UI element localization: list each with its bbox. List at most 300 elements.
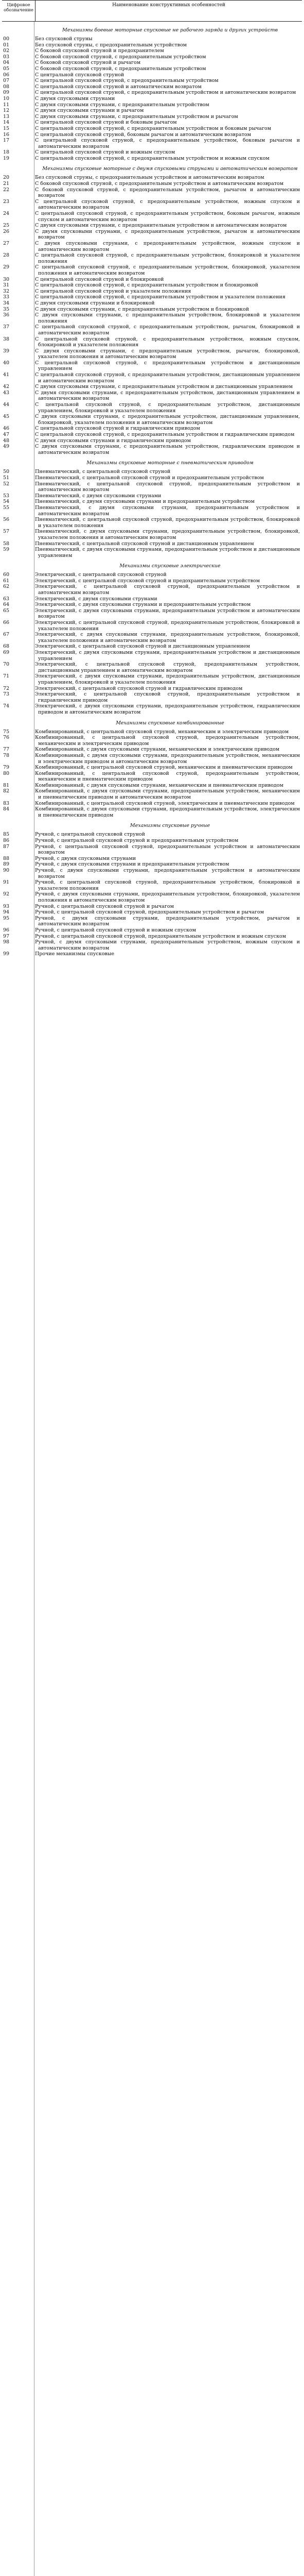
entry-code: 30	[3, 276, 10, 282]
entry-description: Электрический, с центральной спусковой струной и гидравлическим приводом	[35, 685, 243, 691]
entry-code: 36	[3, 312, 10, 318]
entry-description: С двумя спусковыми струнами, с предохранительным устройством и дистанционным управлением	[35, 384, 293, 390]
table-row	[2, 806, 302, 818]
entry-code: 92	[3, 891, 10, 897]
entry-code: 82	[3, 788, 10, 794]
entry-description: С центральной спусковой струной и боковым рычагом	[35, 120, 177, 126]
entry-description: Пневматический, с центральной спусковой струной и предохранительным устройством	[35, 474, 264, 481]
table-row	[2, 927, 302, 934]
entry-code: 48	[3, 437, 10, 444]
entry-description: С боковой спусковой струной и рычагом	[35, 60, 141, 66]
entry-description: С двумя спусковыми струнами, с предохранительным устройством, гидравлическим приводом и автоматическим возвратом	[35, 444, 300, 455]
entry-code: 23	[3, 198, 10, 205]
entry-code: 22	[3, 187, 10, 193]
entry-code: 69	[3, 650, 10, 655]
entry-code: 93	[3, 903, 10, 909]
table-row	[2, 469, 302, 475]
table-row	[2, 336, 302, 348]
entry-description: С двумя спусковыми струнами, с предохранительным устройством, ножным спуском и автоматическим возвратом	[35, 241, 300, 252]
entry-description: Ручной, с центральной спусковой струной, предохранительным устройством и автоматическим возвратом	[35, 843, 300, 856]
entry-code: 40	[3, 360, 10, 366]
entry-code: 17	[3, 138, 10, 144]
table-row	[2, 324, 302, 336]
table-row	[2, 735, 302, 747]
entry-code: 63	[3, 596, 10, 602]
table-row	[2, 632, 302, 643]
table-row	[2, 475, 302, 481]
table-row	[2, 294, 302, 300]
entry-code: 35	[3, 306, 10, 312]
entry-description: Ручной, с центральной спусковой струной, предохранительным устройством, блокировкой и указателем положения	[35, 879, 300, 891]
table-row	[2, 348, 302, 360]
table-row	[2, 72, 302, 78]
table-row	[2, 312, 302, 324]
entry-code: 03	[3, 54, 10, 60]
entry-code: 60	[3, 572, 10, 578]
entry-description: С двумя спусковыми струнами, с предохранительным устройством, рычагом, блокировкой, указателем положения и автоматическим возвратом	[35, 348, 300, 360]
table-row	[2, 126, 302, 132]
table-row	[2, 229, 302, 241]
entry-description: С центральной спусковой струной, боковым рычагом и автоматическим возвратом	[35, 131, 251, 138]
table-row	[2, 241, 302, 252]
entry-description: С двумя спусковыми струнами, с предохранительным устройством, дистанционным управлением и автоматическим возвратом	[35, 389, 300, 402]
entry-description: С боковой спусковой струной, с предохранительным устройством, рычагом и автоматическим возвратом	[35, 187, 300, 199]
table-row	[2, 42, 302, 48]
entry-code: 00	[3, 36, 10, 42]
entry-code: 58	[3, 540, 10, 547]
entry-code: 52	[3, 481, 10, 487]
table-row	[2, 596, 302, 602]
table-row	[2, 48, 302, 54]
entry-description: Электрический, с центральной спусковой струной и предохранительным устройством	[35, 578, 260, 584]
entry-description: Ручной, с центральной спусковой струной, предохранительным устройством и рычагом	[35, 909, 264, 916]
entry-code: 56	[3, 517, 10, 523]
entry-description: С двумя спусковыми струнами, с предохранительным устройством, рычагом и автоматическим возвратом	[35, 228, 300, 241]
entry-code: 75	[3, 728, 10, 735]
entry-code: 50	[3, 469, 10, 475]
entry-code: 21	[3, 181, 10, 187]
entry-code: 01	[3, 42, 10, 48]
table-row	[2, 771, 302, 783]
entry-description: С центральной спусковой струной, с предохранительным устройством, боковым рычагом, ножным спуском и автоматическим возвратом	[35, 211, 300, 223]
section-heading: Механизмы боевые моторные спусковые не рабочего заряда и других устройств	[62, 27, 278, 33]
entry-description: Электрический, с центральной спусковой струной	[35, 572, 167, 578]
entry-description: Пневматический, с центральной спусковой струной, предохранительным устройством, блокировкой и указателем положения	[35, 517, 300, 529]
entry-description: С центральной спусковой струной, с предохранительным устройством, дистанционным управлением, блокировкой и указателем положения	[35, 402, 300, 414]
entry-description: С центральной спусковой струной, с предохранительным устройством, блокировкой, указателем положения и автоматическим возвратом	[35, 264, 300, 276]
entry-description: С центральной спусковой струной, с предохранительным устройством и гидравлическим приводом	[35, 432, 295, 437]
entry-code: 78	[3, 752, 10, 758]
table-row	[2, 54, 302, 60]
entry-description: С центральной спусковой струной, с предохранительным устройством, боковым рычагом и автоматическим возвратом	[35, 138, 300, 149]
entry-description: С центральной спусковой струной, с предохранительным устройством и автоматическим возвратом	[35, 90, 296, 96]
entry-code: 99	[3, 951, 10, 957]
table-row	[2, 691, 302, 703]
entry-description: Пневматический, с двумя спусковыми струнами	[35, 493, 162, 499]
entry-code: 49	[3, 444, 10, 450]
entry-code: 96	[3, 927, 10, 933]
entry-description: Ручной, с двумя спусковыми струнами и предохранительным устройством	[35, 861, 229, 868]
entry-description: Ручной, с двумя спусковыми струнами	[35, 855, 136, 861]
entry-description: Электрический, с центральной спусковой струной, предохранительным устройством и автоматическим возвратом	[35, 584, 300, 596]
entry-description: С центральной спусковой струной, с предохранительным устройством	[35, 78, 219, 84]
entry-description: Электрический, с двумя спусковыми струнами, предохранительным устройством, гидравлическим приводом и автоматическим возвратом	[35, 703, 300, 715]
code-column-header: Цифровое обозначение	[2, 1, 35, 21]
table-row	[2, 747, 302, 753]
entry-description: Ручной, с центральной спусковой струной, предохранительным устройством и ножным спуском	[35, 933, 287, 939]
table-row	[2, 541, 302, 547]
entry-description: С центральной спусковой струной, с предохранительным устройством и боковым рычагом	[35, 125, 272, 131]
entry-code: 05	[3, 65, 10, 72]
entry-code: 53	[3, 493, 10, 499]
entry-code: 85	[3, 832, 10, 838]
entry-code: 77	[3, 747, 10, 753]
table-row	[2, 499, 302, 505]
entry-description: Пневматический, с центральной спусковой струной, предохранительным устройством и автоматическим возвратом	[35, 481, 300, 493]
entry-code: 02	[3, 48, 10, 54]
entry-code: 29	[3, 264, 10, 270]
entry-description: С центральной спусковой струной, с предохранительным устройством и дистанционным управлением	[35, 360, 300, 372]
entry-description: Без спусковой струны, с предохранительным устройством и автоматическим возвратом	[35, 175, 264, 181]
entry-description: С двумя спусковыми струнами, с предохранительным устройством, блокировкой и указателем положения	[35, 312, 300, 324]
entry-code: 65	[3, 607, 10, 614]
table-row	[2, 602, 302, 608]
entry-code: 19	[3, 155, 10, 161]
entry-description: С центральной спусковой струной, с предохранительным устройством, рычагом, блокировкой и автоматическим возвратом	[35, 324, 300, 336]
entry-description: Электрический, с двумя спусковыми струнами и предохранительным устройством	[35, 602, 251, 608]
table-row	[2, 729, 302, 735]
entry-description: Пневматический, с центральной спусковой струной и дистанционным управлением	[35, 540, 254, 547]
entry-description: Без спусковой струны, с предохранительным устройством	[35, 42, 187, 48]
table-row	[2, 916, 302, 927]
table-row	[2, 414, 302, 426]
entry-code: 04	[3, 60, 10, 66]
entry-code: 38	[3, 336, 10, 342]
entry-code: 87	[3, 843, 10, 850]
table-row	[2, 608, 302, 620]
table-row	[2, 175, 302, 181]
entry-code: 34	[3, 300, 10, 306]
table-row	[2, 300, 302, 307]
entry-description: С боковой спусковой струной, с предохранительным устройством и автоматическим возвратом	[35, 181, 284, 187]
entry-description: Электрический, с двумя спусковыми струнами, предохранительным устройством и дистанционным управлением	[35, 650, 300, 662]
entry-code: 68	[3, 643, 10, 650]
entry-description: С центральной спусковой струной, с предохранительным устройством, дистанционным управлением и автоматическим возвратом	[35, 372, 300, 384]
entry-description: Комбинированный, с двумя спусковыми струнами, механическим и электрическим приводом	[35, 747, 280, 753]
entry-description: Ручной, с центральной спусковой струной и ножным спуском	[35, 927, 196, 933]
entry-code: 26	[3, 228, 10, 234]
entry-description: С центральной спусковой струной и ножным спуском	[35, 149, 175, 156]
table-row	[2, 264, 302, 276]
entry-code: 97	[3, 933, 10, 939]
table-row	[2, 765, 302, 771]
table-row	[2, 132, 302, 138]
entry-code: 27	[3, 241, 10, 246]
entry-code: 66	[3, 620, 10, 626]
entry-description: С двумя спусковыми струнами, с предохранительным устройством и автоматическим возвратом	[35, 223, 287, 229]
table-row	[2, 426, 302, 432]
entry-code: 41	[3, 372, 10, 378]
table-row	[2, 832, 302, 838]
table-row	[2, 36, 302, 42]
table-row	[2, 788, 302, 800]
table-row	[2, 390, 302, 402]
table-row	[2, 909, 302, 916]
entry-code: 16	[3, 131, 10, 138]
entry-code: 83	[3, 800, 10, 806]
entry-description: Комбинированный, с центральной спусковой струной, механическим и электрическим приводом	[35, 728, 289, 735]
entry-code: 11	[3, 101, 10, 108]
table-row	[2, 138, 302, 149]
entry-description: Без спусковой струны	[35, 36, 93, 42]
table-row	[2, 838, 302, 844]
entry-code: 72	[3, 685, 10, 691]
table-row	[2, 753, 302, 765]
table-row	[2, 861, 302, 868]
entry-code: 98	[3, 939, 10, 945]
entry-description: С двумя спусковыми струнами и гидравлическим приводом	[35, 437, 191, 444]
entry-description: С боковой спусковой струной, с предохранительным устройством	[35, 54, 206, 60]
table-row	[2, 578, 302, 584]
table-row	[2, 211, 302, 223]
table-row	[2, 529, 302, 540]
section-heading: Механизмы спусковые ручные	[130, 823, 210, 829]
description-column-header: Наименование конструктивных особенностей	[112, 3, 225, 8]
entry-description: С центральной спусковой струной	[35, 72, 124, 78]
table-row	[2, 481, 302, 493]
entry-description: С центральной спусковой струной и гидравлическим приводом	[35, 426, 200, 432]
section-heading: Механизмы спусковые моторные с пневматическим приводом	[86, 460, 254, 466]
entry-description: Ручной, с двумя спусковыми струнами, предохранительным устройством и автоматическим возвратом	[35, 868, 300, 879]
entry-code: 94	[3, 909, 10, 916]
table-row	[2, 620, 302, 632]
entry-description: С двумя спусковыми струнами, с предохранительным устройством	[35, 101, 209, 108]
entry-code: 70	[3, 662, 10, 668]
entry-description: Ручной, с центральной спусковой струной и рычагом	[35, 903, 174, 909]
entry-code: 12	[3, 108, 10, 114]
entry-code: 54	[3, 499, 10, 505]
table-row	[2, 584, 302, 596]
table-row	[2, 66, 302, 72]
table-row	[2, 643, 302, 650]
table-row	[2, 547, 302, 558]
entry-description: Электрический, с центральной спусковой струной, предохранительным устройством, блокировкой и указателем положения	[35, 620, 300, 632]
entry-description: С двумя спусковыми струнами, с предохранительным устройством, дистанционным управлением, блокировкой, указателем положения и автоматическим возвратом	[35, 414, 300, 426]
table-row	[2, 108, 302, 114]
entry-code: 42	[3, 384, 10, 390]
entry-code: 89	[3, 861, 10, 868]
table-row	[2, 102, 302, 108]
table-row	[2, 650, 302, 662]
entry-code: 76	[3, 735, 10, 741]
entry-code: 74	[3, 703, 10, 709]
table-row	[2, 84, 302, 90]
entry-description: Электрический, с центральной спусковой струной, предохранительным устройством, дистанционным управлением и автоматическим возвратом	[35, 662, 300, 673]
table-row	[2, 891, 302, 903]
table-row	[2, 360, 302, 372]
entry-code: 45	[3, 414, 10, 420]
entry-description: Пневматический, с двумя спусковыми струнами, предохранительным устройством и автоматическим возвратом	[35, 504, 300, 517]
table-row	[2, 493, 302, 499]
entry-code: 80	[3, 770, 10, 776]
entry-code: 37	[3, 324, 10, 330]
entry-code: 67	[3, 632, 10, 638]
entry-code: 33	[3, 294, 10, 300]
section-heading: Механизмы спусковые комбинированные	[116, 720, 224, 726]
table-row	[2, 199, 302, 211]
table-row	[2, 149, 302, 156]
entry-description: Электрический, с двумя спусковыми струнами	[35, 596, 157, 602]
entry-code: 20	[3, 175, 10, 181]
entry-code: 79	[3, 765, 10, 771]
entry-code: 46	[3, 426, 10, 432]
entry-code: 44	[3, 402, 10, 408]
entry-description: Ручной, с двумя спусковыми струнами, предохранительным устройством, рычагом и автоматическим возвратом	[35, 915, 300, 927]
entry-code: 64	[3, 602, 10, 608]
entry-description: Пневматический, с двумя спусковыми струнами, предохранительным устройством, блокировкой, указателем положения и автоматическим возвратом	[35, 529, 300, 540]
entry-code: 31	[3, 282, 10, 289]
entry-code: 71	[3, 673, 10, 680]
table-row	[2, 856, 302, 862]
entry-description: Ручной, с двумя спусковыми струнами, предохранительным устройством, ножным спуском и автоматическим возвратом	[35, 939, 300, 951]
entry-description: Пневматический, с двумя спусковыми струнами и предохранительным устройством	[35, 499, 255, 505]
table-row	[2, 402, 302, 414]
entry-code: 95	[3, 915, 10, 921]
entry-code: 07	[3, 78, 10, 84]
table-row	[2, 156, 302, 162]
entry-description: С двумя спусковыми струнами	[35, 95, 115, 101]
entry-description: Комбинированный, с двумя спусковыми струнами, предохранительным устройством, механическим и электрическим приводом и автоматическим возвратом	[35, 752, 300, 765]
entry-code: 73	[3, 691, 10, 698]
entry-description: С центральной спусковой струной и автоматическим возвратом	[35, 83, 202, 90]
entry-description: Комбинированный, с центральной спусковой струной, предохранительным устройством, механическим и электрическим приводом	[35, 735, 300, 747]
entry-code: 47	[3, 432, 10, 437]
table-header	[2, 0, 302, 22]
entry-description: Электрический, с центральной спусковой струной, предохранительным устройством и гидравлическим приводом	[35, 691, 300, 703]
entry-code: 81	[3, 782, 10, 788]
entry-code: 14	[3, 120, 10, 126]
entry-description: С двумя спусковыми струнами, с предохранительным устройством и рычагом	[35, 113, 238, 120]
entry-code: 84	[3, 806, 10, 812]
entry-description: С боковой спусковой струной, с предохранительным устройством	[35, 65, 206, 72]
table-row	[2, 277, 302, 283]
entry-description: Электрический, с двумя спусковыми струнами, предохранительным устройством и автоматическим возвратом	[35, 607, 300, 620]
entry-description: С центральной спусковой струной, с предохранительным устройством и блокировкой	[35, 282, 258, 289]
table-row	[2, 60, 302, 66]
entry-description: Пневматический, с двумя спусковыми струнами, предохранительным устройством и дистанционным управлением	[35, 547, 300, 558]
entry-code: 28	[3, 252, 10, 259]
entry-description: Электрический, с центральной спусковой струной и дистанционным управлением	[35, 643, 250, 650]
table-row	[2, 384, 302, 390]
entry-description: С центральной спусковой струной, с предохранительным устройством, ножным спуском, блокировкой и указателем положения	[35, 336, 300, 348]
table-row	[2, 96, 302, 102]
entry-description: Ручной, с центральной спусковой струной	[35, 832, 145, 838]
entry-code: 13	[3, 113, 10, 120]
entries-list	[2, 22, 302, 957]
table-row	[2, 904, 302, 910]
table-row	[2, 673, 302, 685]
entry-description: С центральной спусковой струной, с предохранительным устройством, ножным спуском и автоматическим возвратом	[35, 198, 300, 211]
entry-code: 90	[3, 868, 10, 873]
entry-code: 15	[3, 125, 10, 131]
table-row	[2, 934, 302, 940]
entry-description: Комбинированный, с центральной спусковой струной, предохранительным устройством, механическим и пневматическим приводом	[35, 770, 300, 783]
table-row	[2, 187, 302, 199]
entry-code: 24	[3, 211, 10, 217]
table-row	[2, 307, 302, 313]
table-row	[2, 90, 302, 96]
entry-description: Комбинированный, с центральной спусковой струной, электрическим и пневматическим приводом	[35, 800, 295, 806]
entry-description: Ручной, с двумя спусковыми струнами, предохранительным устройством, блокировкой, указателем положения и автоматическим возвратом	[35, 891, 300, 903]
table-row	[2, 505, 302, 517]
entry-description: С боковой спусковой струной и предохранителем	[35, 48, 164, 54]
table-row	[2, 181, 302, 187]
entry-code: 51	[3, 474, 10, 481]
entry-description: Комбинированный, с двумя спусковыми струнами, механическим и пневматическим приводом	[35, 782, 283, 788]
entry-description: С двумя спусковыми струнами, с предохранительным устройством и блокировкой	[35, 306, 249, 312]
table-row	[2, 868, 302, 879]
table-row	[2, 372, 302, 384]
entry-description: Комбинированный, с двумя спусковыми струнами, предохранительным устройством, электрическим и пневматическим приводом	[35, 806, 300, 818]
table-row	[2, 951, 302, 957]
entry-code: 18	[3, 149, 10, 156]
entry-code: 09	[3, 90, 10, 96]
entry-description: С двумя спусковыми струнами и рычагом	[35, 108, 144, 114]
entry-code: 91	[3, 879, 10, 886]
table-row	[2, 572, 302, 578]
table-row	[2, 703, 302, 715]
table-body	[2, 22, 302, 2576]
table-row	[2, 801, 302, 807]
table-row	[2, 252, 302, 264]
entry-code: 06	[3, 72, 10, 78]
table-row	[2, 783, 302, 789]
entry-description: Пневматический, с центральной спусковой струной	[35, 469, 171, 475]
section-heading: Механизмы спусковые моторные с двумя спусковыми струнами и автоматическим возвратом	[42, 166, 298, 172]
entry-code: 55	[3, 504, 10, 511]
entry-description: С центральной спусковой струной и указателем положения	[35, 288, 191, 294]
table-row	[2, 844, 302, 856]
table-row	[2, 114, 302, 120]
entry-description: С центральной спусковой струной и блокировкой	[35, 276, 164, 282]
entry-description: С центральной спусковой струной, с предохранительным устройством, блокировкой и указателем положения	[35, 252, 300, 264]
entry-code: 39	[3, 348, 10, 354]
entry-description: Комбинированный, с центральной спусковой струной, механическим и пневматическим приводом	[35, 765, 293, 771]
entry-code: 61	[3, 578, 10, 584]
entry-description: С центральной спусковой струной, с предохранительным устройством и ножным спуском	[35, 155, 270, 161]
entry-code: 32	[3, 288, 10, 294]
entry-description: Электрический, с двумя спусковыми струнами, предохранительным устройством, дистанционным управлением, блокировкой и указателем положения	[35, 673, 300, 685]
entry-code: 88	[3, 855, 10, 861]
entry-description: Ручной, с центральной спусковой струной и предохранительным устройством	[35, 838, 239, 844]
table-row	[2, 282, 302, 289]
entry-description: Прочие механизмы спусковые	[35, 951, 114, 957]
table-row	[2, 120, 302, 126]
entry-code: 86	[3, 838, 10, 844]
entry-description: Электрический, с двумя спусковыми струнами, предохранительным устройством, блокировкой, указателем положения и автоматическим возвратом	[35, 632, 300, 643]
table-row	[2, 879, 302, 891]
table-row	[2, 444, 302, 455]
entry-code: 25	[3, 223, 10, 229]
entry-description: Комбинированный, с двумя спусковыми струнами, предохранительным устройством, механическим и пневматическим приводом и автоматическим возвратом	[35, 788, 300, 801]
table-row	[2, 432, 302, 438]
table-row	[2, 662, 302, 673]
section-heading: Механизмы спусковые электрические	[119, 563, 221, 569]
table-row	[2, 78, 302, 84]
entry-description: С центральной спусковой струной, с предохранительным устройством и указателем положения	[35, 294, 285, 300]
entry-code: 10	[3, 95, 10, 101]
entry-code: 43	[3, 389, 10, 396]
